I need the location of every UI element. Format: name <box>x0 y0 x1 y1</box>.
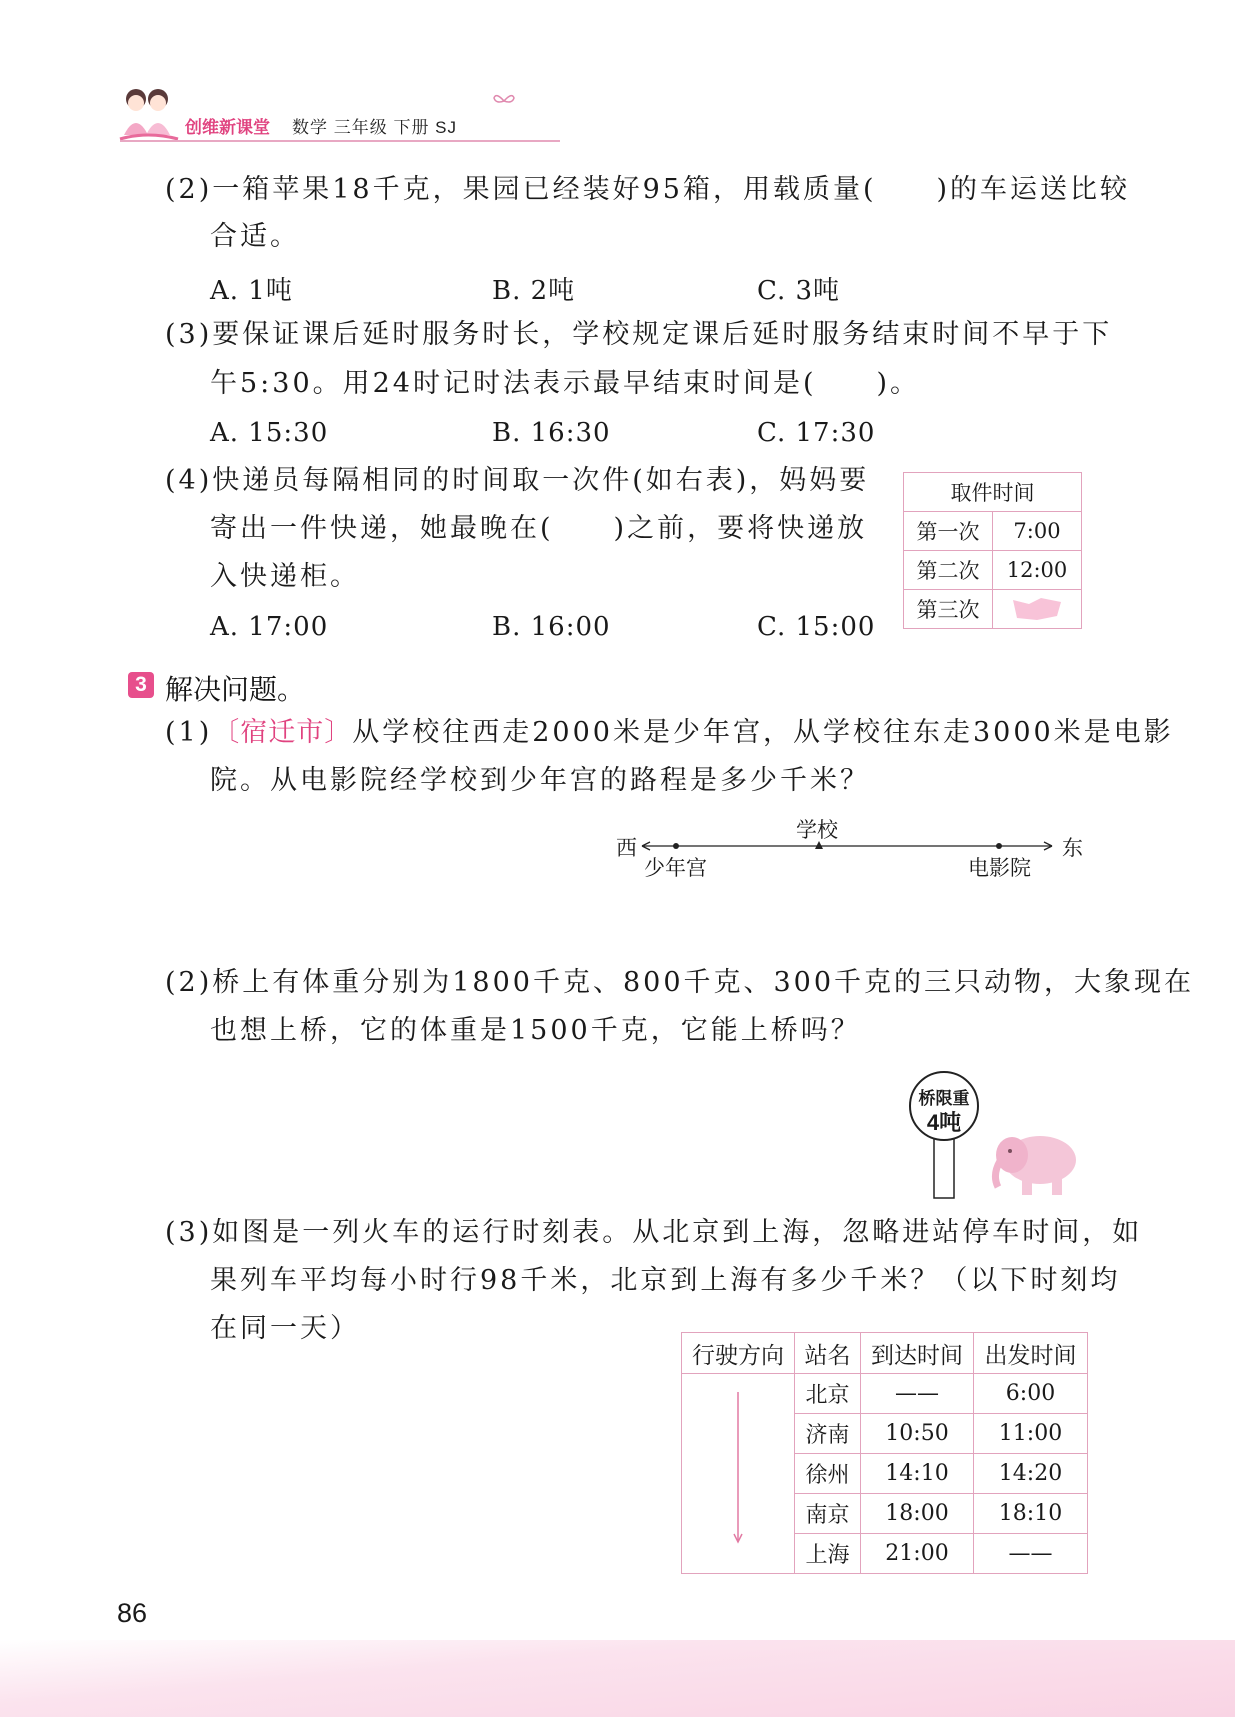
pickup-row-label: 第一次 <box>904 512 993 551</box>
p3-line3: 在同一天） <box>210 1313 360 1344</box>
train-schedule-table <box>681 1332 1088 1574</box>
pickup-row-time: 12:00 <box>993 551 1082 590</box>
bottom-decorative-band <box>0 1640 1235 1717</box>
schedule-header-row <box>682 1333 1088 1374</box>
page-number: 86 <box>117 1598 148 1628</box>
sign-label: 桥限重 <box>918 1089 970 1108</box>
mascot-logo <box>118 85 180 145</box>
elephant-icon <box>990 1125 1085 1200</box>
p3-line2: 果列车平均每小时行98千米，北京到上海有多少千米？（以下时刻均 <box>210 1265 1121 1296</box>
section-title: 解决问题。 <box>165 674 306 705</box>
arrival-time: —— <box>861 1374 974 1414</box>
header-underline <box>120 140 560 142</box>
p3-line1: (3)如图是一列火车的运行时刻表。从北京到上海，忽略进站停车时间，如 <box>165 1217 1143 1248</box>
cinema-label: 电影院 <box>968 856 1031 880</box>
q4-option-a: A. 17:00 <box>210 612 329 642</box>
q3-line2: 午5:30。用24时记时法表示最早结束时间是( )。 <box>210 368 921 399</box>
station-name: 上海 <box>795 1534 861 1574</box>
down-arrow-icon <box>718 1374 758 1544</box>
table-row <box>682 1374 1088 1414</box>
departure-time: 11:00 <box>974 1414 1088 1454</box>
station-name: 北京 <box>795 1374 861 1414</box>
departure-time: 6:00 <box>974 1374 1088 1414</box>
col-station: 站名 <box>795 1333 861 1374</box>
q2-option-b: B. 2吨 <box>492 276 576 306</box>
region-tag: 〔宿迁市〕 <box>212 717 353 748</box>
q3-option-a: A. 15:30 <box>210 418 329 448</box>
p1-prefix: (1) <box>165 717 213 748</box>
p1-line1-text: 从学校往西走2000米是少年宫，从学校往东走3000米是电影 <box>352 717 1174 748</box>
station-name: 徐州 <box>795 1454 861 1494</box>
arrival-time: 21:00 <box>861 1534 974 1574</box>
pickup-row-label: 第三次 <box>904 590 993 629</box>
p1-line1 <box>165 716 1174 750</box>
book-info: 数学 三年级 下册 SJ <box>292 118 458 137</box>
pickup-row-time-hidden <box>993 590 1082 629</box>
section-number-badge: 3 <box>128 672 154 698</box>
direction-arrow-cell <box>682 1374 795 1574</box>
bridge-weight-sign <box>900 1070 980 1200</box>
col-departure: 出发时间 <box>974 1333 1088 1374</box>
q4-option-b: B. 16:00 <box>492 612 611 642</box>
q3-line1: (3)要保证课后延时服务时长，学校规定课后延时服务结束时间不早于下 <box>165 319 1113 350</box>
p2-line1: (2)桥上有体重分别为1800千克、800千克、300千克的三只动物，大象现在 <box>165 967 1195 998</box>
pink-smudge-icon <box>1007 594 1067 624</box>
q3-option-b: B. 16:30 <box>492 418 611 448</box>
q2-option-a: A. 1吨 <box>210 276 293 306</box>
station-name: 南京 <box>795 1494 861 1534</box>
departure-time: 14:20 <box>974 1454 1088 1494</box>
arrival-time: 10:50 <box>861 1414 974 1454</box>
q4-option-c: C. 15:00 <box>757 612 876 642</box>
route-diagram <box>612 812 1092 882</box>
west-label: 西 <box>616 836 637 860</box>
station-name: 济南 <box>795 1414 861 1454</box>
sign-weight: 4吨 <box>926 1110 962 1135</box>
pickup-row-time: 7:00 <box>993 512 1082 551</box>
q2-line2: 合适。 <box>210 221 300 252</box>
col-arrival: 到达时间 <box>861 1333 974 1374</box>
east-label: 东 <box>1062 836 1083 860</box>
pickup-table-header: 取件时间 <box>904 473 1082 512</box>
q3-option-c: C. 17:30 <box>757 418 876 448</box>
youth-palace-label: 少年宫 <box>644 856 707 880</box>
series-title: 创维新课堂 <box>185 118 270 137</box>
col-direction: 行驶方向 <box>682 1333 795 1374</box>
q2-option-c: C. 3吨 <box>757 276 841 306</box>
p2-line2: 也想上桥，它的体重是1500千克，它能上桥吗？ <box>210 1015 861 1046</box>
q4-line2: 寄出一件快递，她最晚在( )之前，要将快递放 <box>210 513 868 544</box>
pickup-time-table <box>903 472 1082 629</box>
p1-line2: 院。从电影院经学校到少年宫的路程是多少千米？ <box>210 765 870 796</box>
q2-line1: (2)一箱苹果18千克，果园已经装好95箱，用载质量( )的车运送比较 <box>165 174 1131 205</box>
q4-line1: (4)快递员每隔相同的时间取一次件(如右表)，妈妈要 <box>165 465 870 496</box>
departure-time: 18:10 <box>974 1494 1088 1534</box>
departure-time: —— <box>974 1534 1088 1574</box>
butterfly-icon <box>492 92 516 110</box>
arrival-time: 14:10 <box>861 1454 974 1494</box>
school-label: 学校 <box>796 818 838 842</box>
q4-line3: 入快递柜。 <box>210 561 360 592</box>
pickup-row-label: 第二次 <box>904 551 993 590</box>
arrival-time: 18:00 <box>861 1494 974 1534</box>
